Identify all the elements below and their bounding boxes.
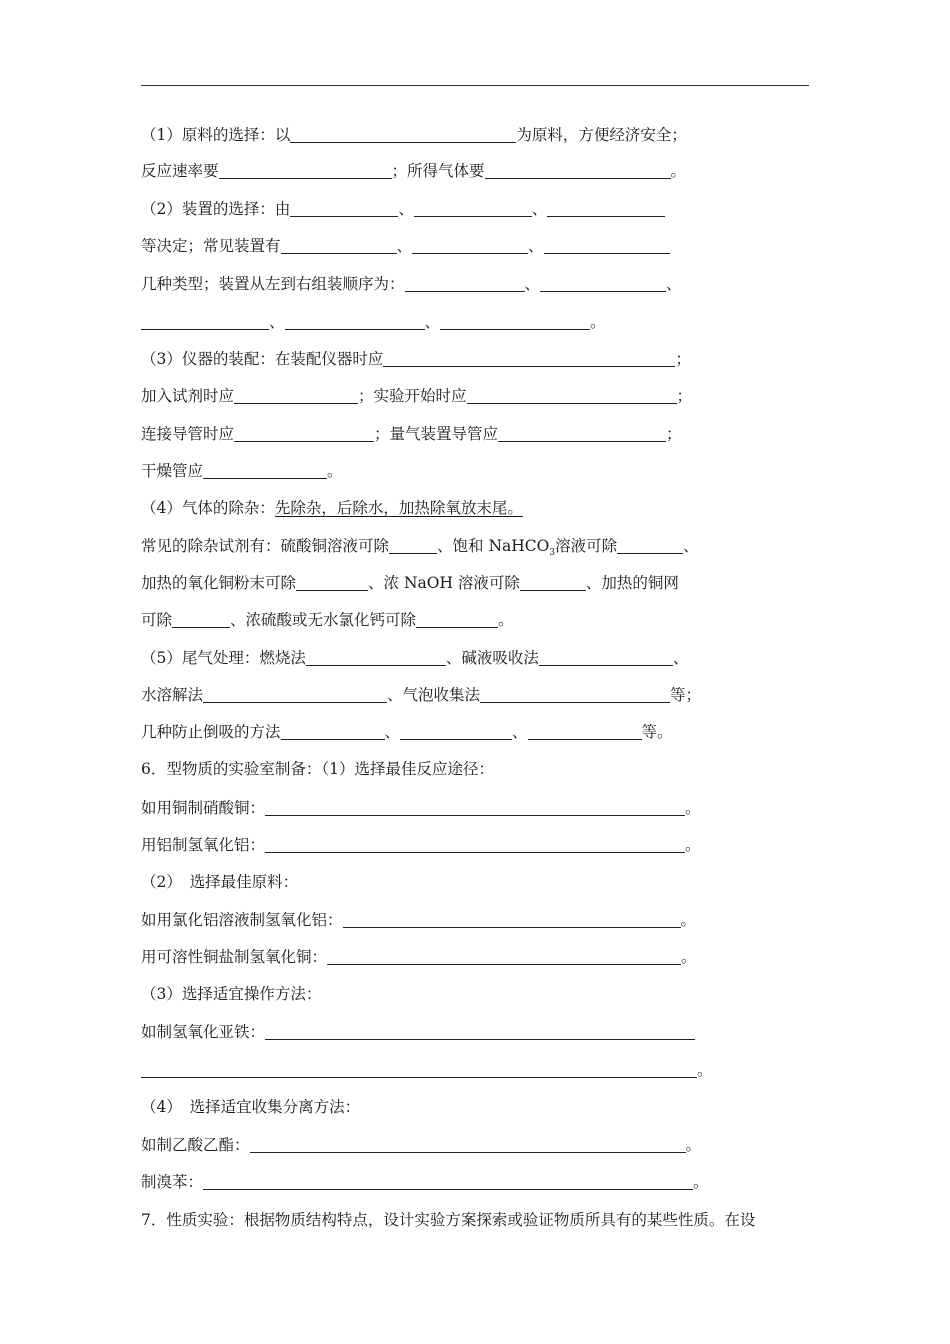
fill-blank: [203, 684, 387, 703]
fill-blank: [219, 160, 392, 179]
text: 。: [681, 948, 697, 966]
assembly-order-cont-line: [141, 310, 606, 334]
best-material-heading: [141, 870, 298, 894]
subscript: 3: [549, 548, 556, 558]
text: 加入试剂时应: [141, 387, 235, 405]
underlined-text: 先除杂，后除水，加热除氧放末尾。: [274, 499, 523, 517]
copper-salt-line: [141, 945, 697, 969]
reagents-line-2: [141, 571, 679, 595]
fill-blank: [306, 647, 446, 666]
fill-blank: [389, 535, 437, 554]
text: 加热的氧化铜粉末可除: [141, 574, 297, 592]
text: 、气泡收集法: [387, 686, 481, 704]
text: 、加热的铜网: [585, 574, 679, 592]
fill-blank: [405, 273, 525, 292]
fill-blank: [343, 909, 681, 928]
impurity-removal-line: [141, 496, 523, 520]
fill-blank: [290, 124, 516, 143]
fill-blank: [547, 198, 665, 217]
text: 、: [384, 723, 401, 741]
text: 。: [670, 162, 687, 180]
alcl3-line: [141, 908, 696, 932]
fill-blank: [265, 1021, 695, 1040]
text: 用可溶性铜盐制氢氧化铜：: [141, 948, 328, 966]
text: 、: [528, 237, 544, 255]
text: 溶液可除: [555, 537, 618, 555]
text: 常见的除杂试剂有：硫酸铜溶液可除: [141, 537, 390, 555]
fill-blank: [285, 311, 425, 330]
operation-method-heading: [141, 982, 321, 1006]
fill-blank: [203, 1171, 693, 1190]
section-6-heading: [141, 757, 494, 781]
text: 、: [269, 313, 285, 331]
fill-blank: [498, 423, 666, 442]
text: 、: [666, 275, 682, 293]
text: 如制乙酸乙酯：: [141, 1136, 250, 1154]
fill-blank: [416, 609, 498, 628]
text: 连接导管时应: [141, 425, 235, 443]
fill-blank: [540, 273, 666, 292]
fill-blank: [141, 311, 269, 330]
text: 6．型物质的实验室制备：（1）选择最佳反应途径：: [141, 760, 494, 778]
text: 、: [672, 649, 689, 667]
text: 、: [398, 200, 414, 218]
aluminum-hydroxide-line: [141, 833, 701, 857]
text: 制溴苯：: [141, 1173, 204, 1191]
text: 反应速率要: [141, 162, 219, 180]
text: （1）原料的选择：以: [141, 126, 291, 144]
fill-blank: [539, 647, 673, 666]
assembly-order-line: [141, 272, 682, 296]
text: ；实验开始时应: [358, 387, 467, 405]
text: 。: [685, 836, 701, 854]
bromobenzene-line: [141, 1170, 709, 1194]
fill-blank: [281, 235, 397, 254]
reagents-line-1: [141, 534, 699, 558]
text: 为原料，方便经济安全；: [516, 126, 687, 144]
text: （4）气体的除杂：: [141, 499, 275, 517]
fill-blank: [265, 797, 685, 816]
text: 可除: [141, 611, 173, 629]
text: 、浓 NaOH 溶液可除: [368, 574, 520, 592]
text: ；: [676, 387, 693, 405]
fill-blank: [296, 572, 368, 591]
reaction-rate-line: [141, 159, 686, 183]
anti-suckback-line: [141, 720, 673, 744]
fill-blank: [234, 423, 374, 442]
text: （2）装置的选择：由: [141, 200, 291, 218]
text: 几种防止倒吸的方法: [141, 723, 281, 741]
fill-blank: [485, 160, 671, 179]
ferrous-hydroxide-line: [141, 1020, 695, 1044]
fill-blank: [520, 572, 586, 591]
text: 、: [396, 237, 413, 255]
text: 、: [531, 200, 548, 218]
text: 。: [685, 799, 701, 817]
text: 。: [327, 462, 343, 480]
reagents-line-3: [141, 608, 514, 632]
text: ；: [666, 425, 682, 443]
text: 几种类型；装置从左到右组装顺序为：: [141, 275, 405, 293]
fill-blank: [544, 235, 670, 254]
text: 如用铜制硝酸铜：: [141, 799, 266, 817]
text: 、浓硫酸或无水氯化钙可除: [230, 611, 417, 629]
text: 干燥管应: [141, 462, 204, 480]
fill-blank: [290, 198, 398, 217]
fill-blank: [203, 460, 327, 479]
text: 等。: [641, 723, 673, 741]
drying-tube-line: [141, 459, 343, 483]
text: 。: [685, 1136, 702, 1154]
text: 用铝制氢氧化铝：: [141, 836, 266, 854]
fill-blank: [141, 1059, 697, 1078]
tube-connection-line: [141, 422, 682, 446]
fill-blank: [383, 348, 675, 367]
copper-nitrate-line: [141, 796, 701, 820]
fill-blank: [617, 535, 683, 554]
water-absorption-line: [141, 683, 701, 707]
apparatus-choice-line: [141, 197, 665, 221]
text: 如用氯化铝溶液制氢氧化铝：: [141, 911, 343, 929]
fill-blank: [528, 721, 642, 740]
fill-blank: [327, 946, 681, 965]
section-7-line: [141, 1208, 755, 1232]
text: 、: [524, 275, 541, 293]
fill-blank: [265, 834, 685, 853]
text: 、: [683, 537, 699, 555]
tail-gas-line: [141, 646, 688, 670]
header-rule: [141, 85, 809, 86]
fill-blank: [400, 721, 512, 740]
text: 7．性质实验：根据物质结构特点，设计实验方案探索或验证物质所具有的某些性质。在设: [141, 1211, 756, 1229]
text: 水溶解法: [141, 686, 204, 704]
fill-blank: [412, 235, 528, 254]
raw-material-line: [141, 123, 687, 147]
separation-method-heading: [141, 1095, 360, 1119]
text: ；: [675, 350, 691, 368]
text: 。: [697, 1061, 713, 1079]
text: ；所得气体要: [391, 162, 485, 180]
text: （4） 选择适宜收集分离方法：: [141, 1098, 361, 1116]
text: 、碱液吸收法: [445, 649, 539, 667]
common-apparatus-line: [141, 234, 670, 258]
fill-blank: [467, 385, 677, 404]
text: 。: [680, 911, 697, 929]
fill-blank: [281, 721, 385, 740]
text: ；量气装置导管应: [374, 425, 499, 443]
text: （3）选择适宜操作方法：: [141, 985, 322, 1003]
text: 如制氢氧化亚铁：: [141, 1023, 266, 1041]
text: 、: [512, 723, 528, 741]
reagent-line: [141, 384, 692, 408]
ethyl-acetate-line: [141, 1133, 701, 1157]
text: 。: [693, 1173, 709, 1191]
text: （3）仪器的装配：在装配仪器时应: [141, 350, 384, 368]
text: （2） 选择最佳原料：: [141, 873, 299, 891]
text: （5）尾气处理：燃烧法: [141, 649, 306, 667]
text: 、饱和 NaHCO: [437, 537, 550, 555]
fill-blank: [172, 609, 230, 628]
fill-blank: [250, 1134, 686, 1153]
text: 。: [590, 313, 606, 331]
text: 等；: [670, 686, 702, 704]
fill-blank: [480, 684, 670, 703]
text: 等决定；常见装置有: [141, 237, 281, 255]
fill-blank: [414, 198, 532, 217]
ferrous-hydroxide-cont-line: [141, 1058, 713, 1082]
fill-blank: [234, 385, 358, 404]
text: 。: [498, 611, 514, 629]
instrument-assembly-line: [141, 347, 691, 371]
fill-blank: [440, 311, 590, 330]
text: 、: [424, 313, 441, 331]
